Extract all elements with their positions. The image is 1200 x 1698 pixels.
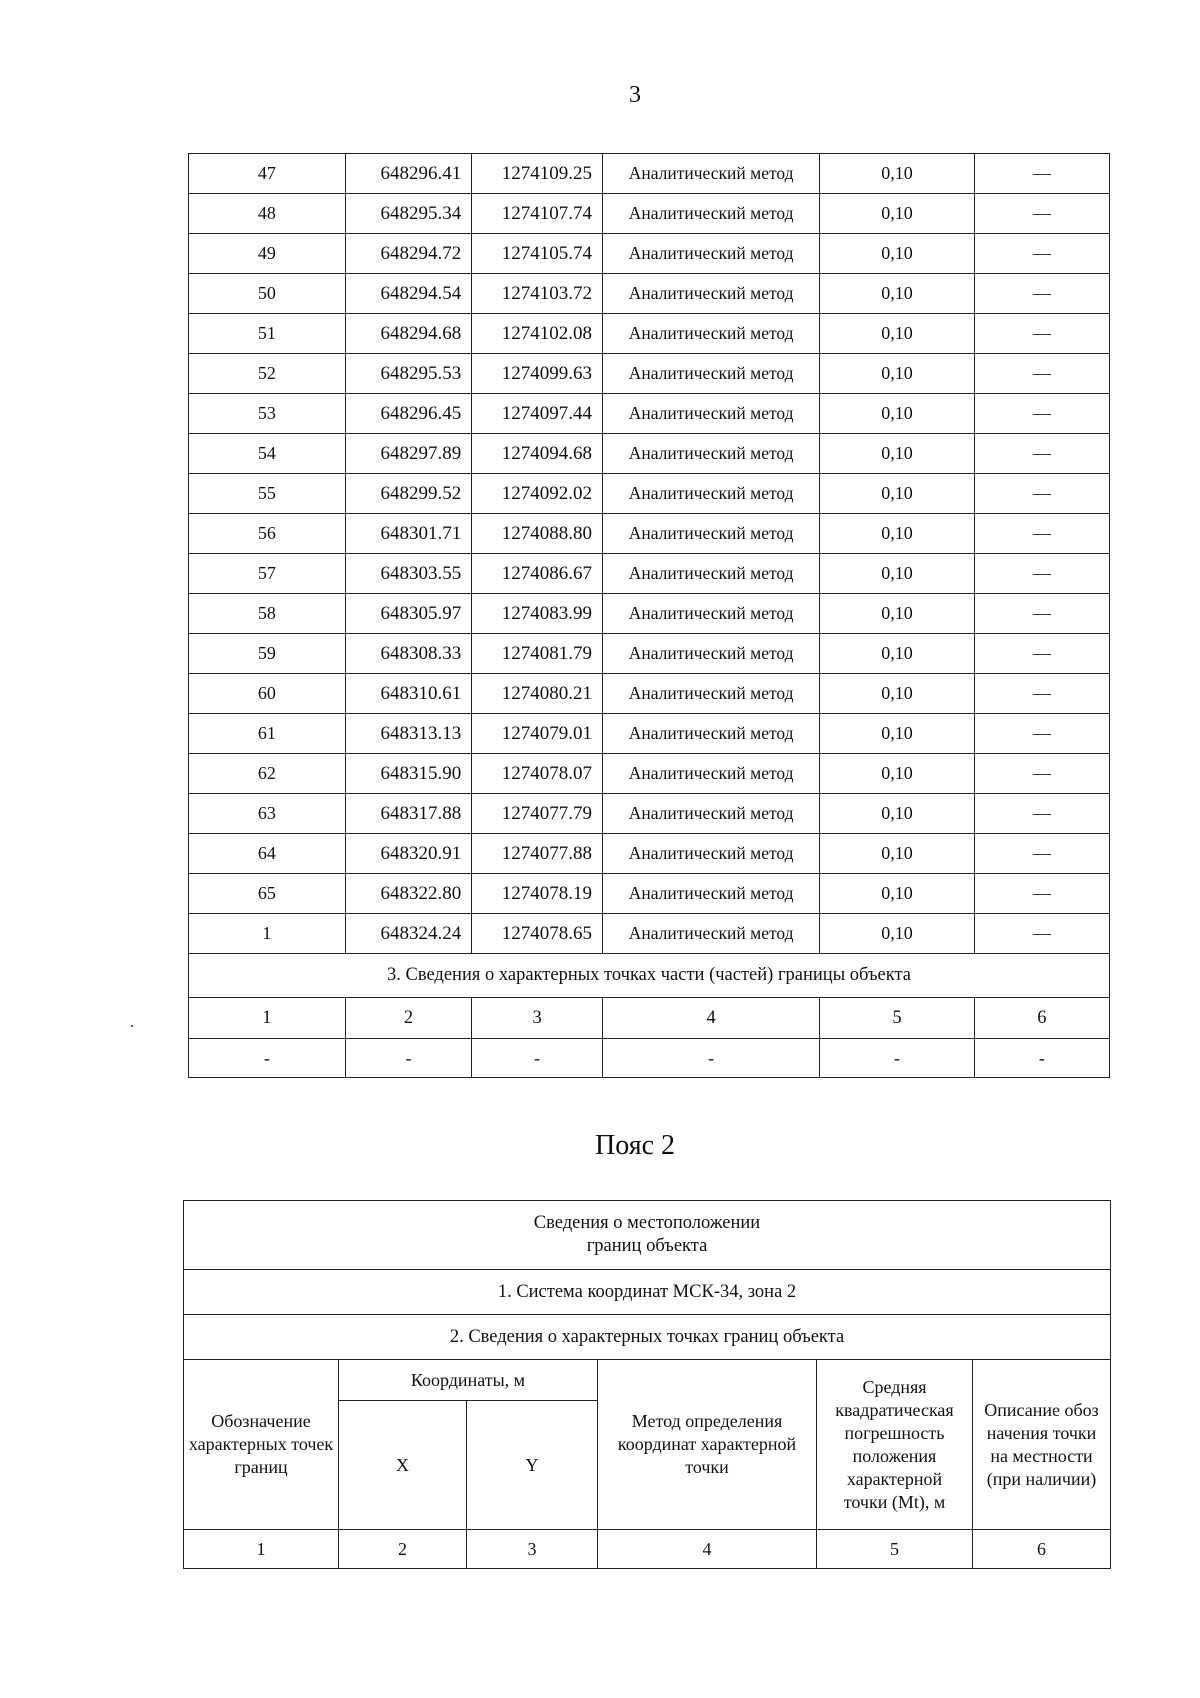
boundary-points-table: [188, 153, 1110, 1078]
table-row: [189, 154, 1110, 194]
table-row: [189, 594, 1110, 634]
point-description: —: [974, 314, 1109, 354]
coord-system-row: [184, 1270, 1111, 1315]
mean-error: 0,10: [820, 834, 975, 874]
coord-x: 648315.90: [345, 754, 471, 794]
mean-error: 0,10: [820, 674, 975, 714]
coord-y: 1274078.19: [472, 874, 603, 914]
coord-y: 1274102.08: [472, 314, 603, 354]
coordinate-system: 1. Система координат МСК-34, зона 2: [184, 1270, 1111, 1315]
column-index-row: [184, 1530, 1111, 1569]
mean-error: 0,10: [820, 634, 975, 674]
coord-x: 648296.45: [345, 394, 471, 434]
table-row: [189, 834, 1110, 874]
col-index: 1: [184, 1530, 339, 1569]
mean-error: 0,10: [820, 514, 975, 554]
col-header-mt: Средняя квадратическая погрешность положения характерной точки (Mt), м: [817, 1360, 973, 1530]
title-line-1: Сведения о местоположении: [533, 1213, 761, 1233]
col-index: 2: [339, 1530, 467, 1569]
table-row: [189, 634, 1110, 674]
scan-speck: [131, 1025, 133, 1027]
coord-y: 1274077.79: [472, 794, 603, 834]
point-number: 53: [189, 394, 346, 434]
point-description: —: [974, 514, 1109, 554]
coord-x: 648313.13: [345, 714, 471, 754]
method: Аналитический метод: [603, 314, 820, 354]
table-row: [189, 394, 1110, 434]
coord-x: 648295.53: [345, 354, 471, 394]
table-row: [189, 474, 1110, 514]
coord-x: 648294.72: [345, 234, 471, 274]
point-number: 51: [189, 314, 346, 354]
method: Аналитический метод: [603, 794, 820, 834]
col-index: 3: [472, 998, 603, 1039]
method: Аналитический метод: [603, 234, 820, 274]
point-description: —: [974, 194, 1109, 234]
point-description: —: [974, 434, 1109, 474]
mean-error: 0,10: [820, 354, 975, 394]
method: Аналитический метод: [603, 874, 820, 914]
point-number: 60: [189, 674, 346, 714]
empty-value: -: [603, 1039, 820, 1078]
coord-x: 648294.54: [345, 274, 471, 314]
point-description: —: [974, 634, 1109, 674]
point-description: —: [974, 874, 1109, 914]
col-index: 5: [820, 998, 975, 1039]
point-description: —: [974, 594, 1109, 634]
mean-error: 0,10: [820, 714, 975, 754]
col-index: 6: [974, 998, 1109, 1039]
empty-value: -: [345, 1039, 471, 1078]
col-header-x: X: [339, 1401, 467, 1530]
point-description: —: [974, 394, 1109, 434]
table-row: [189, 794, 1110, 834]
col-header-y: Y: [467, 1401, 598, 1530]
coord-x: 648324.24: [345, 914, 471, 954]
col-index: 1: [189, 998, 346, 1039]
mean-error: 0,10: [820, 874, 975, 914]
point-description: —: [974, 234, 1109, 274]
mean-error: 0,10: [820, 754, 975, 794]
mean-error: 0,10: [820, 394, 975, 434]
empty-values-row: [189, 1039, 1110, 1078]
col-index: 5: [817, 1530, 973, 1569]
table-row: [189, 754, 1110, 794]
coord-x: 648310.61: [345, 674, 471, 714]
coord-y: 1274079.01: [472, 714, 603, 754]
mean-error: 0,10: [820, 474, 975, 514]
title-line-2: границ объекта: [586, 1236, 708, 1256]
table-row: [189, 314, 1110, 354]
coord-y: 1274103.72: [472, 274, 603, 314]
mean-error: 0,10: [820, 154, 975, 194]
zone-title: Пояс 2: [595, 1130, 675, 1161]
coord-x: 648308.33: [345, 634, 471, 674]
mean-error: 0,10: [820, 594, 975, 634]
point-description: —: [974, 354, 1109, 394]
point-number: 52: [189, 354, 346, 394]
point-number: 55: [189, 474, 346, 514]
point-description: —: [974, 754, 1109, 794]
table-row: [189, 514, 1110, 554]
col-header-point: Обозначение характерных точек границ: [184, 1360, 339, 1530]
point-number: 50: [189, 274, 346, 314]
point-number: 59: [189, 634, 346, 674]
col-header-coords: Координаты, м: [339, 1360, 598, 1401]
col-index: 3: [467, 1530, 598, 1569]
mean-error: 0,10: [820, 274, 975, 314]
coord-x: 648295.34: [345, 194, 471, 234]
method: Аналитический метод: [603, 514, 820, 554]
coord-y: 1274083.99: [472, 594, 603, 634]
method: Аналитический метод: [603, 594, 820, 634]
mean-error: 0,10: [820, 914, 975, 954]
table-row: [189, 194, 1110, 234]
col-header-method: Метод определения координат характерной точки: [598, 1360, 817, 1530]
coord-x: 648320.91: [345, 834, 471, 874]
col-index: 4: [598, 1530, 817, 1569]
point-description: —: [974, 914, 1109, 954]
empty-value: -: [189, 1039, 346, 1078]
table-row: [189, 274, 1110, 314]
point-number: 64: [189, 834, 346, 874]
coord-y: 1274080.21: [472, 674, 603, 714]
method: Аналитический метод: [603, 834, 820, 874]
table-row: [189, 234, 1110, 274]
table-row: [189, 674, 1110, 714]
point-description: —: [974, 554, 1109, 594]
table-row: [189, 354, 1110, 394]
col-index: 4: [603, 998, 820, 1039]
point-number: 47: [189, 154, 346, 194]
coord-y: 1274097.44: [472, 394, 603, 434]
method: Аналитический метод: [603, 754, 820, 794]
point-number: 65: [189, 874, 346, 914]
point-description: —: [974, 274, 1109, 314]
point-number: 57: [189, 554, 346, 594]
coord-y: 1274092.02: [472, 474, 603, 514]
point-description: —: [974, 154, 1109, 194]
method: Аналитический метод: [603, 154, 820, 194]
point-number: 63: [189, 794, 346, 834]
coord-y: 1274094.68: [472, 434, 603, 474]
point-description: —: [974, 834, 1109, 874]
coord-x: 648305.97: [345, 594, 471, 634]
point-number: 48: [189, 194, 346, 234]
coord-x: 648294.68: [345, 314, 471, 354]
section3-row: [189, 954, 1110, 998]
coord-x: 648301.71: [345, 514, 471, 554]
coord-x: 648322.80: [345, 874, 471, 914]
method: Аналитический метод: [603, 554, 820, 594]
mean-error: 0,10: [820, 194, 975, 234]
coord-y: 1274081.79: [472, 634, 603, 674]
empty-value: -: [820, 1039, 975, 1078]
mean-error: 0,10: [820, 234, 975, 274]
method: Аналитический метод: [603, 914, 820, 954]
point-description: —: [974, 674, 1109, 714]
coord-y: 1274107.74: [472, 194, 603, 234]
method: Аналитический метод: [603, 274, 820, 314]
point-description: —: [974, 794, 1109, 834]
method: Аналитический метод: [603, 634, 820, 674]
col-index: 2: [345, 998, 471, 1039]
column-header-row: [184, 1360, 1111, 1401]
method: Аналитический метод: [603, 474, 820, 514]
title-row: [184, 1201, 1111, 1270]
object-location-title: [184, 1201, 1111, 1270]
table-row: [189, 434, 1110, 474]
point-description: —: [974, 474, 1109, 514]
col-header-desc: Описание обозначения точки на местности (при наличии): [973, 1360, 1111, 1530]
coord-y: 1274078.07: [472, 754, 603, 794]
mean-error: 0,10: [820, 554, 975, 594]
coord-y: 1274077.88: [472, 834, 603, 874]
point-number: 54: [189, 434, 346, 474]
zone2-header-table: [183, 1200, 1111, 1569]
table-row: [189, 554, 1110, 594]
col-index: 6: [973, 1530, 1111, 1569]
point-number: 1: [189, 914, 346, 954]
coord-x: 648296.41: [345, 154, 471, 194]
coord-x: 648303.55: [345, 554, 471, 594]
table-row: [189, 874, 1110, 914]
point-number: 58: [189, 594, 346, 634]
point-description: —: [974, 714, 1109, 754]
empty-value: -: [974, 1039, 1109, 1078]
section2-row: [184, 1315, 1111, 1360]
coord-y: 1274088.80: [472, 514, 603, 554]
method: Аналитический метод: [603, 674, 820, 714]
point-number: 62: [189, 754, 346, 794]
method: Аналитический метод: [603, 434, 820, 474]
mean-error: 0,10: [820, 434, 975, 474]
coord-x: 648297.89: [345, 434, 471, 474]
mean-error: 0,10: [820, 794, 975, 834]
method: Аналитический метод: [603, 394, 820, 434]
method: Аналитический метод: [603, 714, 820, 754]
column-index-row: [189, 998, 1110, 1039]
coord-y: 1274105.74: [472, 234, 603, 274]
table-row: [189, 714, 1110, 754]
coord-x: 648317.88: [345, 794, 471, 834]
coord-y: 1274086.67: [472, 554, 603, 594]
point-number: 49: [189, 234, 346, 274]
method: Аналитический метод: [603, 354, 820, 394]
page-number: 3: [629, 82, 641, 108]
section3-title: 3. Сведения о характерных точках части (частей) границы объекта: [189, 954, 1110, 998]
point-number: 56: [189, 514, 346, 554]
mean-error: 0,10: [820, 314, 975, 354]
section2-title: 2. Сведения о характерных точках границ объекта: [184, 1315, 1111, 1360]
empty-value: -: [472, 1039, 603, 1078]
coord-y: 1274109.25: [472, 154, 603, 194]
coord-y: 1274099.63: [472, 354, 603, 394]
boundary-points-rows: [189, 154, 1110, 954]
table-row: [189, 914, 1110, 954]
method: Аналитический метод: [603, 194, 820, 234]
point-number: 61: [189, 714, 346, 754]
coord-y: 1274078.65: [472, 914, 603, 954]
coord-x: 648299.52: [345, 474, 471, 514]
